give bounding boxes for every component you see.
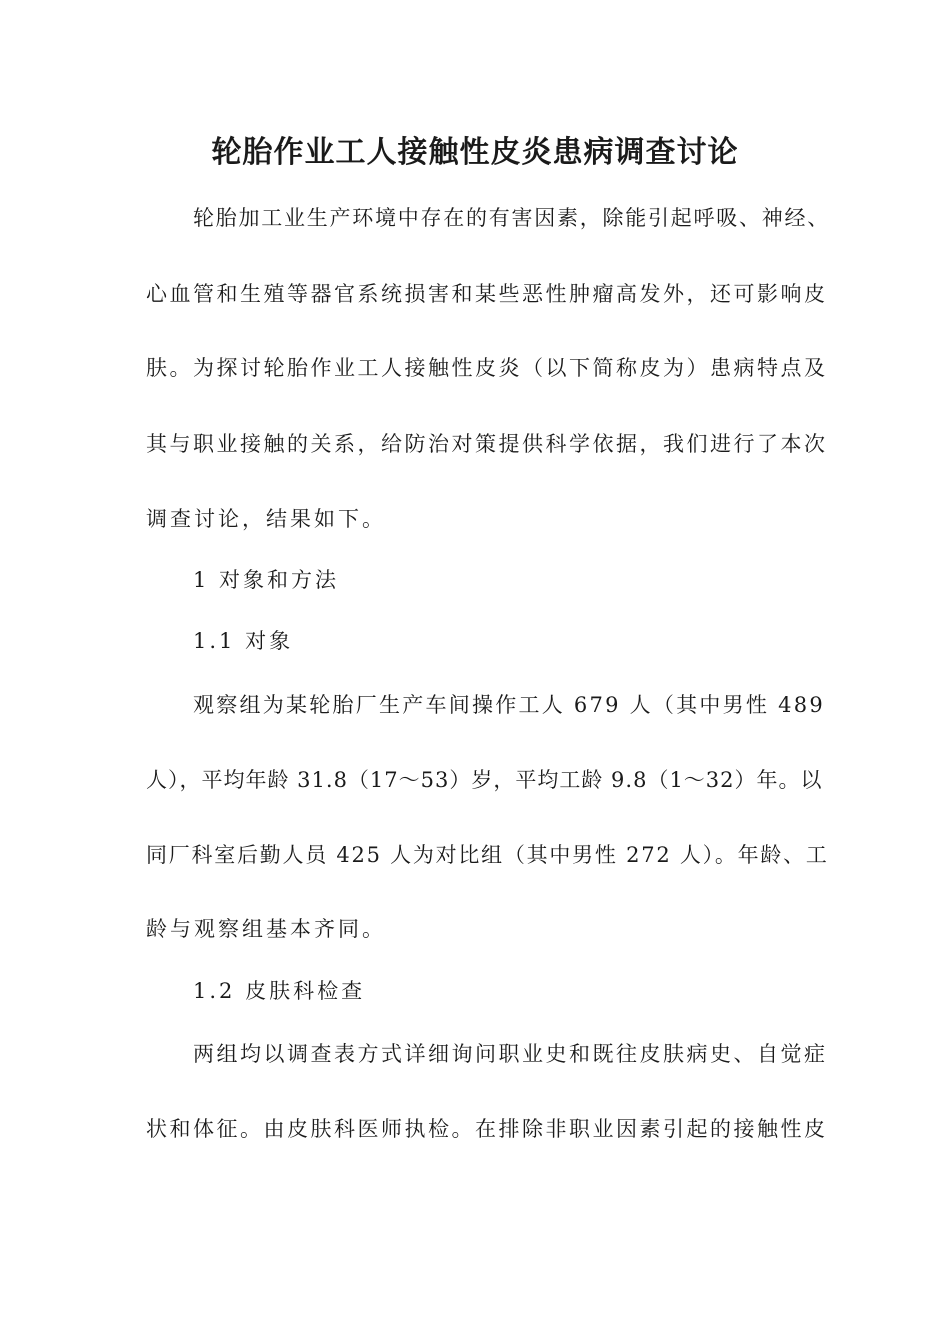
paragraph-exam-line-1: 两组均以调查表方式详细询问职业史和既往皮肤病史、自觉症 — [193, 1042, 828, 1066]
subsection-heading-1-2: 1.2 皮肤科检查 — [193, 979, 366, 1003]
paragraph-intro-line-5: 调查讨论，结果如下。 — [146, 507, 386, 531]
paragraph-subjects-line-3: 同厂科室后勤人员 425 人为对比组（其中男性 272 人）。年龄、工 — [146, 843, 829, 867]
section-heading-1: 1 对象和方法 — [193, 568, 340, 592]
paragraph-intro-line-2: 心血管和生殖等器官系统损害和某些恶性肿瘤高发外，还可影响皮 — [146, 282, 828, 306]
document-title: 轮胎作业工人接触性皮炎患病调查讨论 — [211, 135, 739, 170]
paragraph-intro-line-1: 轮胎加工业生产环境中存在的有害因素，除能引起呼吸、神经、 — [193, 206, 830, 230]
subsection-heading-1-1: 1.1 对象 — [193, 629, 294, 653]
paragraph-exam-line-2: 状和体征。由皮肤科医师执检。在排除非职业因素引起的接触性皮 — [146, 1117, 828, 1141]
paragraph-intro-line-3: 肤。为探讨轮胎作业工人接触性皮炎（以下简称皮为）患病特点及 — [146, 356, 828, 380]
paragraph-subjects-line-4: 龄与观察组基本齐同。 — [146, 917, 386, 941]
paragraph-intro-line-4: 其与职业接触的关系，给防治对策提供科学依据，我们进行了本次 — [146, 432, 828, 456]
paragraph-subjects-line-2: 人），平均年龄 31.8（17～53）岁，平均工龄 9.8（1～32）年。以 — [146, 768, 823, 792]
paragraph-subjects-line-1: 观察组为某轮胎厂生产车间操作工人 679 人（其中男性 489 — [193, 693, 825, 717]
